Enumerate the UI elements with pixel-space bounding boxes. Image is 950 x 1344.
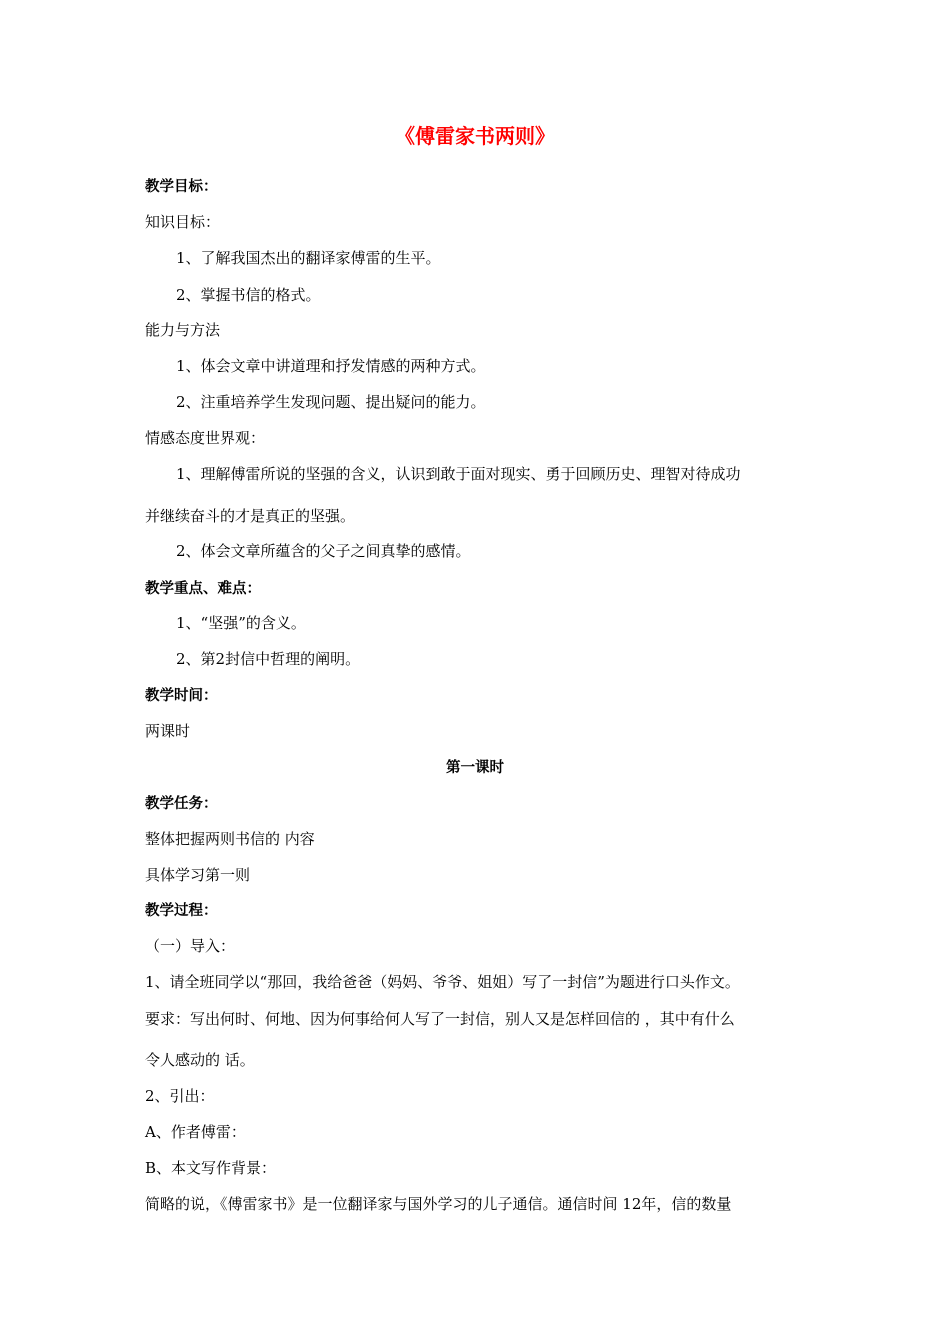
knowledge-goals-label: 知识目标： — [145, 213, 221, 231]
task-1: 整体把握两则书信的 内容 — [145, 830, 315, 848]
ability-goal-1: 1、体会文章中讲道理和抒发情感的两种方式。 — [176, 357, 486, 375]
goals-heading: 教学目标： — [145, 179, 218, 195]
process-heading: 教学过程： — [145, 903, 218, 919]
time-heading: 教学时间： — [145, 688, 218, 704]
process-paragraph-4: A、作者傅雷： — [145, 1123, 246, 1141]
tasks-heading: 教学任务： — [145, 796, 218, 812]
process-paragraph-2-line-1: 要求：写出何时、何地、因为何事给何人写了一封信，别人又是怎样回信的 ，其中有什么 — [145, 1010, 735, 1028]
lesson1-heading: 第一课时 — [446, 760, 504, 776]
knowledge-goal-2: 2、掌握书信的格式。 — [176, 286, 321, 304]
attitude-goals-label: 情感态度世界观： — [145, 429, 266, 447]
attitude-goal-1-line-2: 并继续奋斗的才是真正的坚强。 — [145, 507, 356, 525]
knowledge-goal-1: 1、了解我国杰出的翻译家傅雷的生平。 — [176, 249, 441, 267]
process-paragraph-6: 简略的说，《傅雷家书》是一位翻译家与国外学习的儿子通信。通信时间 12年，信的数量 — [145, 1195, 732, 1213]
attitude-goal-1-line-1: 1、理解傅雷所说的坚强的含义，认识到敢于面对现实、勇于回顾历史、理智对待成功 — [176, 465, 741, 483]
ability-goals-label: 能力与方法 — [145, 321, 221, 339]
process-paragraph-5: B、本文写作背景： — [145, 1159, 277, 1177]
process-paragraph-1: 1、请全班同学以“那回，我给爸爸（妈妈、爷爷、姐姐）写了一封信”为题进行口头作文。 — [145, 973, 740, 991]
task-2: 具体学习第一则 — [145, 866, 251, 884]
keypoint-2: 2、第2封信中哲理的阐明。 — [176, 650, 361, 668]
ability-goal-2: 2、注重培养学生发现问题、提出疑问的能力。 — [176, 393, 486, 411]
keypoints-heading: 教学重点、难点： — [145, 581, 261, 597]
attitude-goal-2: 2、体会文章所蕴含的父子之间真挚的感情。 — [176, 542, 471, 560]
process-paragraph-2-line-2: 令人感动的 话。 — [145, 1051, 255, 1069]
process-paragraph-3: 2、引出： — [145, 1087, 215, 1105]
intro-heading: （一）导入： — [145, 937, 236, 955]
keypoint-1: 1、“坚强”的含义。 — [176, 614, 306, 632]
document-title: 《傅雷家书两则》 — [395, 124, 555, 148]
time-value: 两课时 — [145, 722, 191, 740]
